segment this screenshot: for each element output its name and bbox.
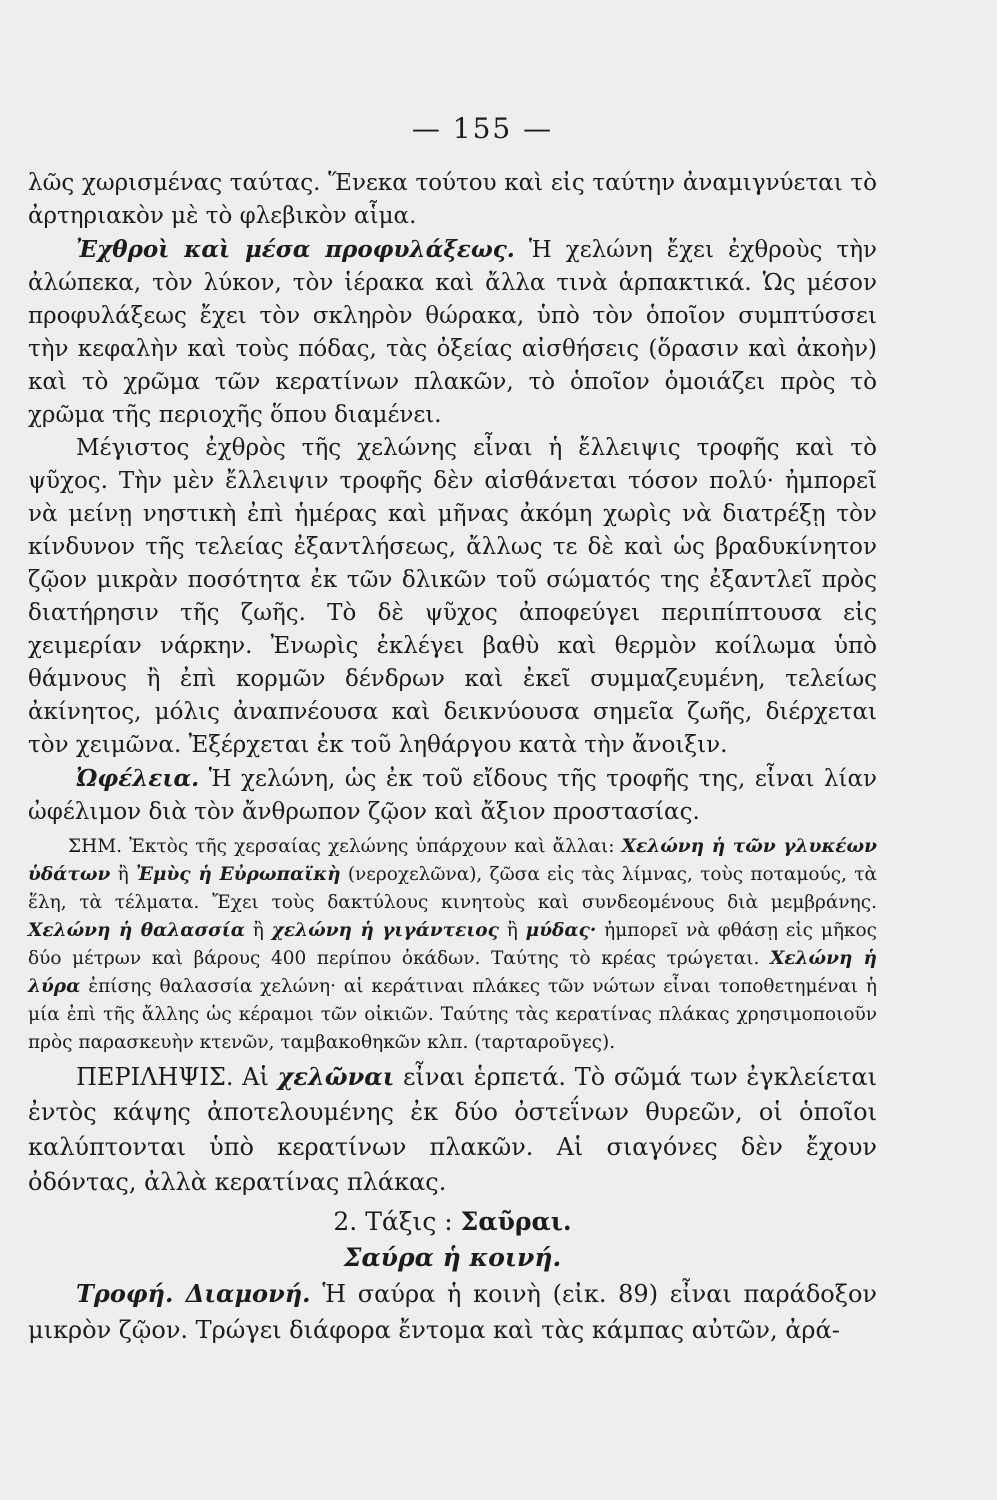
note-text: ἠμπορεῖ νὰ φθάσῃ εἰς μῆκος δύο μέτρων καὶ βάρους 400 περίπου ὀκάδων. Ταύτης τὸ κρέας τρώγεται. <box>28 920 877 969</box>
paragraph: Μέγιστος ἐχθρὸς τῆς χελώνης εἶναι ἡ ἔλλειψις τροφῆς καὶ τὸ ψῦχος. Τὴν μὲν ἔλλειψιν τροφῆς δὲν αἰσθάνεται τόσον πολύ· ἠμπορεῖ νὰ μείνῃ νηστικὴ ἐπὶ ἡμέρας καὶ μῆνας ἀκόμη χωρὶς νὰ διατρέξῃ τὸν κίνδυνον τῆς τελείας ἐξαντλήσεως, ἄλλως τε δὲ καὶ ὡς βραδυκίνητον ζῷον μικρὰν ποσότητα ἐκ τῶν δλικῶν τοῦ σώματός της ἐξαντλεῖ πρὸς διατήρησιν τῆς ζωῆς. Τὸ δὲ ψῦχος ἀποφεύγει περιπίπτουσα εἰς χειμερίαν νάρκην. Ἐνωρὶς ἐκλέγει βαθὺ καὶ θερμὸν κοίλωμα ὑπὸ θάμνους ἢ ἐπὶ κορμῶν δένδρων καὶ ἐκεῖ συμμαζευμένη, τελείως ἀκίνητος, μόλις ἀναπνέουσα καὶ δεικνύουσα σημεῖα ζωῆς, διέρχεται τὸν χειμῶνα. Ἐξέρχεται ἐκ τοῦ ληθάργου κατὰ τὴν ἄνοιξιν. <box>28 435 877 758</box>
note-text: ἢ <box>506 920 518 941</box>
summary-text: Αἱ <box>242 1063 269 1091</box>
note-paragraph <box>28 833 877 1057</box>
inline-heading: Ὠφέλεια. <box>76 765 200 792</box>
note-term: Χελώνη ἡ τῶν γλυκέων ὑδάτων <box>28 836 878 885</box>
note-term: χελώνη ἡ γιγάντειος <box>271 920 499 941</box>
inline-heading: Ἐχθροὶ καὶ μέσα προφυλάξεως. <box>76 236 515 263</box>
paragraph-text: Ἡ σαύρα ἡ κοινὴ (εἰκ. 89) εἶναι παράδοξον μικρὸν ζῷον. Τρώγει διάφορα ἔντομα καὶ τὰς κάμπας αὐτῶν, ἀρά- <box>28 1280 877 1344</box>
paragraph-text: Ἡ χελώνη ἔχει ἐχθροὺς τὴν ἀλώπεκα, τὸν λύκον, τὸν ἱέρακα καὶ ἄλλα τινὰ ἁρπακτικά. Ὡς μέσον προφυλάξεως ἔχει τὸν σκληρὸν θώρακα, ὑπὸ τὸν ὁποῖον συμπτύσσει τὴν κεφαλὴν καὶ τοὺς πόδας, τὰς ὀξείας αἰσθήσεις (ὅρασιν καὶ ἀκοὴν) καὶ τὸ χρῶμα τῶν κερατίνων πλακῶν, τὸ ὁποῖον ὁμοιάζει πρὸς τὸ χρῶμα τῆς περιοχῆς ὅπου διαμένει. <box>28 237 877 428</box>
paragraph-text: Ἡ χελώνη, ὡς ἐκ τοῦ εἴδους τῆς τροφῆς της, εἶναι λίαν ὠφέλιμον διὰ τὸν ἄνθρωπον ζῷον καὶ ἄξιον προστασίας. <box>28 766 877 825</box>
paragraph <box>28 233 877 432</box>
note-text: (νεροχελῶνα), ζῶσα εἰς τὰς λίμνας, τοὺς ποταμούς, τὰ ἕλη, τὰ τέλματα. Ἔχει τοὺς δακτύλους κινητοὺς καὶ συνδεομένους διὰ μεμβράνης. <box>28 864 877 913</box>
footnote <box>28 833 877 1057</box>
summary-paragraph <box>28 1059 877 1200</box>
paragraph <box>28 1276 877 1348</box>
paragraph: λῶς χωρισμένας ταύτας. Ἕνεκα τούτου καὶ εἰς ταύτην ἀναμιγνύεται τὸ ἀρτηριακὸν μὲ τὸ φλεβικὸν αἷμα. <box>28 170 877 229</box>
inline-heading: Τροφή. Διαμονή. <box>76 1279 311 1308</box>
paragraph <box>28 762 877 829</box>
section-number: 2. Τάξις : <box>333 1207 453 1236</box>
section-heading <box>28 1204 877 1240</box>
summary-label: ΠΕΡΙΛΗΨΙΣ. <box>76 1063 234 1091</box>
note-term: Ἐμὺς ἡ Εὐρωπαϊκὴ <box>135 864 341 885</box>
note-text: ΣΗΜ. Ἐκτὸς τῆς χερσαίας χελώνης ὑπάρχουν καὶ ἄλλαι: <box>68 836 615 857</box>
note-term: μύδας· <box>525 920 597 941</box>
note-text: ἐπίσης θαλασσία χελώνη· αἱ κεράτιναι πλάκες τῶν νώτων εἶναι τοποθετημέναι ἡ μία ἐπὶ τῆς ἄλλης ὡς κέραμοι τῶν οἰκιῶν. Ταύτης τὰς κερατίνας πλάκας χρησιμοποιοῦν πρὸς παρασκευὴν κτενῶν, ταμβακοθηκῶν κλπ. (ταρταροῦγες). <box>28 976 877 1053</box>
main-text <box>28 167 877 829</box>
note-text: ἢ <box>117 864 129 885</box>
summary-text: εἶναι ἑρπετά. Τὸ σῶμά των ἐγκλείεται ἐντὸς κάψης ἀποτελουμένης ἐκ δύο ὀστεΐνων θυρεῶν, οἱ ὁποῖοι καλύπτονται ὑπὸ κερατίνων πλακῶν. Αἱ σιαγόνες δὲν ἔχουν ὀδόντας, ἀλλὰ κερατίνας πλάκας. <box>28 1063 877 1196</box>
subsection-heading: Σαύρα ἡ κοινή. <box>343 1243 562 1272</box>
summary <box>28 1059 877 1200</box>
summary-term: χελῶναι <box>277 1062 395 1091</box>
note-text: ἢ <box>252 920 264 941</box>
note-term: Χελώνη ἡ λύρα <box>28 948 877 997</box>
section-name: Σαῦραι. <box>460 1207 572 1236</box>
note-term: Χελώνη ἡ θαλασσία <box>28 920 245 941</box>
final-text <box>28 1276 877 1348</box>
page-number: — 155 — <box>411 112 554 145</box>
